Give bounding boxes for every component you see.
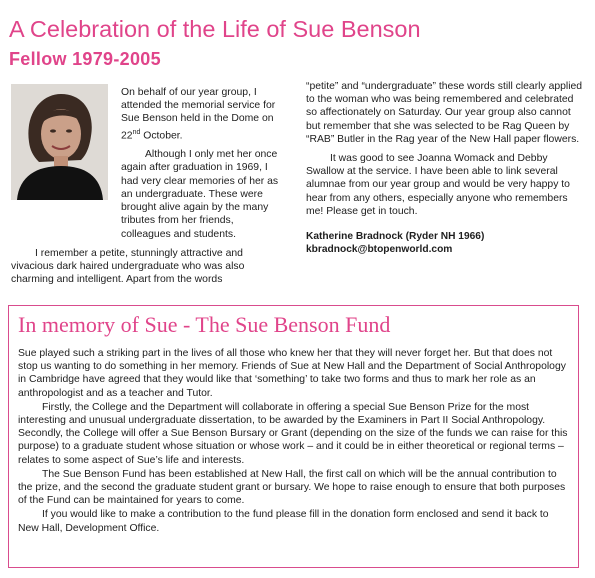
- article-paragraph-4: “petite” and “undergraduate” these words still clearly applied to the woman who was being remembered and celebrated so affectionately on Saturday. Our year group also cannot but remember that she was selected to be Rag Queen by “RAB” Butler in the Rag year of the New Hall paper flowers.: [306, 81, 583, 145]
- signature-email: kbradnock@btopenworld.com: [306, 244, 453, 256]
- article-left-column: [11, 86, 286, 292]
- page-subtitle: Fellow 1979-2005: [9, 49, 161, 69]
- article-paragraph-1-text: On behalf of our year group, I attended the memorial service for Sue Benson held in the Dome on 22: [121, 87, 276, 142]
- signature-name: Katherine Bradnock (Ryder NH 1966): [306, 231, 485, 243]
- article-paragraph-2: [11, 148, 286, 240]
- article-right-column: [306, 80, 586, 256]
- fund-box: [8, 305, 579, 568]
- ordinal-suffix: nd: [132, 128, 141, 136]
- article-paragraph-1-end: October.: [140, 130, 183, 142]
- article-paragraph-1: [121, 86, 286, 142]
- fund-paragraph-4: If you would like to make a contribution to the fund please fill in the donation form enclosed and send it back to New Hall, Development Office.: [18, 509, 549, 534]
- fund-paragraph-2: Firstly, the College and the Department will collaborate in offering a special Sue Benson Prize for the most interesting and unusual undergraduate dissertation, to be awarded by the Examiners in Part II Social Anthropology. Secondly, the College will offer a Sue Benson Bursary or Grant (depending on the size of the funds we can raise for this purpose) to a graduate student whose situation or whose work – and it could be in either theoretical or regional terms – relates to some aspect of Sue’s life and interests.: [18, 401, 568, 466]
- article-paragraph-3: I remember a petite, stunningly attractive and vivacious dark haired undergraduate who was also charming and intelligent. Apart from the words: [11, 247, 245, 286]
- fund-paragraph-1: Sue played such a striking part in the lives of all those who knew her that they will never forget her. But that does not stop us wanting to do something in her memory. Friends of Sue at New Hall and the Department of Social Anthropology in Cambridge have agreed that they would like that ‘something’ to take two forms and thus to mark her role as an anthropologist and as a teacher and Tutor.: [18, 348, 566, 399]
- page-title: A Celebration of the Life of Sue Benson: [9, 16, 421, 42]
- fund-box-title: In memory of Sue - The Sue Benson Fund: [18, 312, 391, 337]
- signature-block: [306, 230, 586, 256]
- fund-box-body: [18, 347, 569, 536]
- fund-paragraph-3: The Sue Benson Fund has been established at New Hall, the first call on which will be the annual contribution to the prize, and the second the graduate student grant or bursary. We hope to raise enough to ensure that both purposes of the Fund can be maintained for years to come.: [18, 468, 566, 507]
- article-paragraph-2-text: Although I only met her once again after graduation in 1969, I had very clear memories of her as an undergraduate. These were brought alive again by the many tributes from her friends, colleagues and students.: [121, 149, 279, 240]
- article-paragraph-5: It was good to see Joanna Womack and Debby Swallow at the service. I have been able to link several alumnae from our year group and would be very happy to hear from any others, especially anyone who remembers me! Please get in touch.: [306, 153, 570, 217]
